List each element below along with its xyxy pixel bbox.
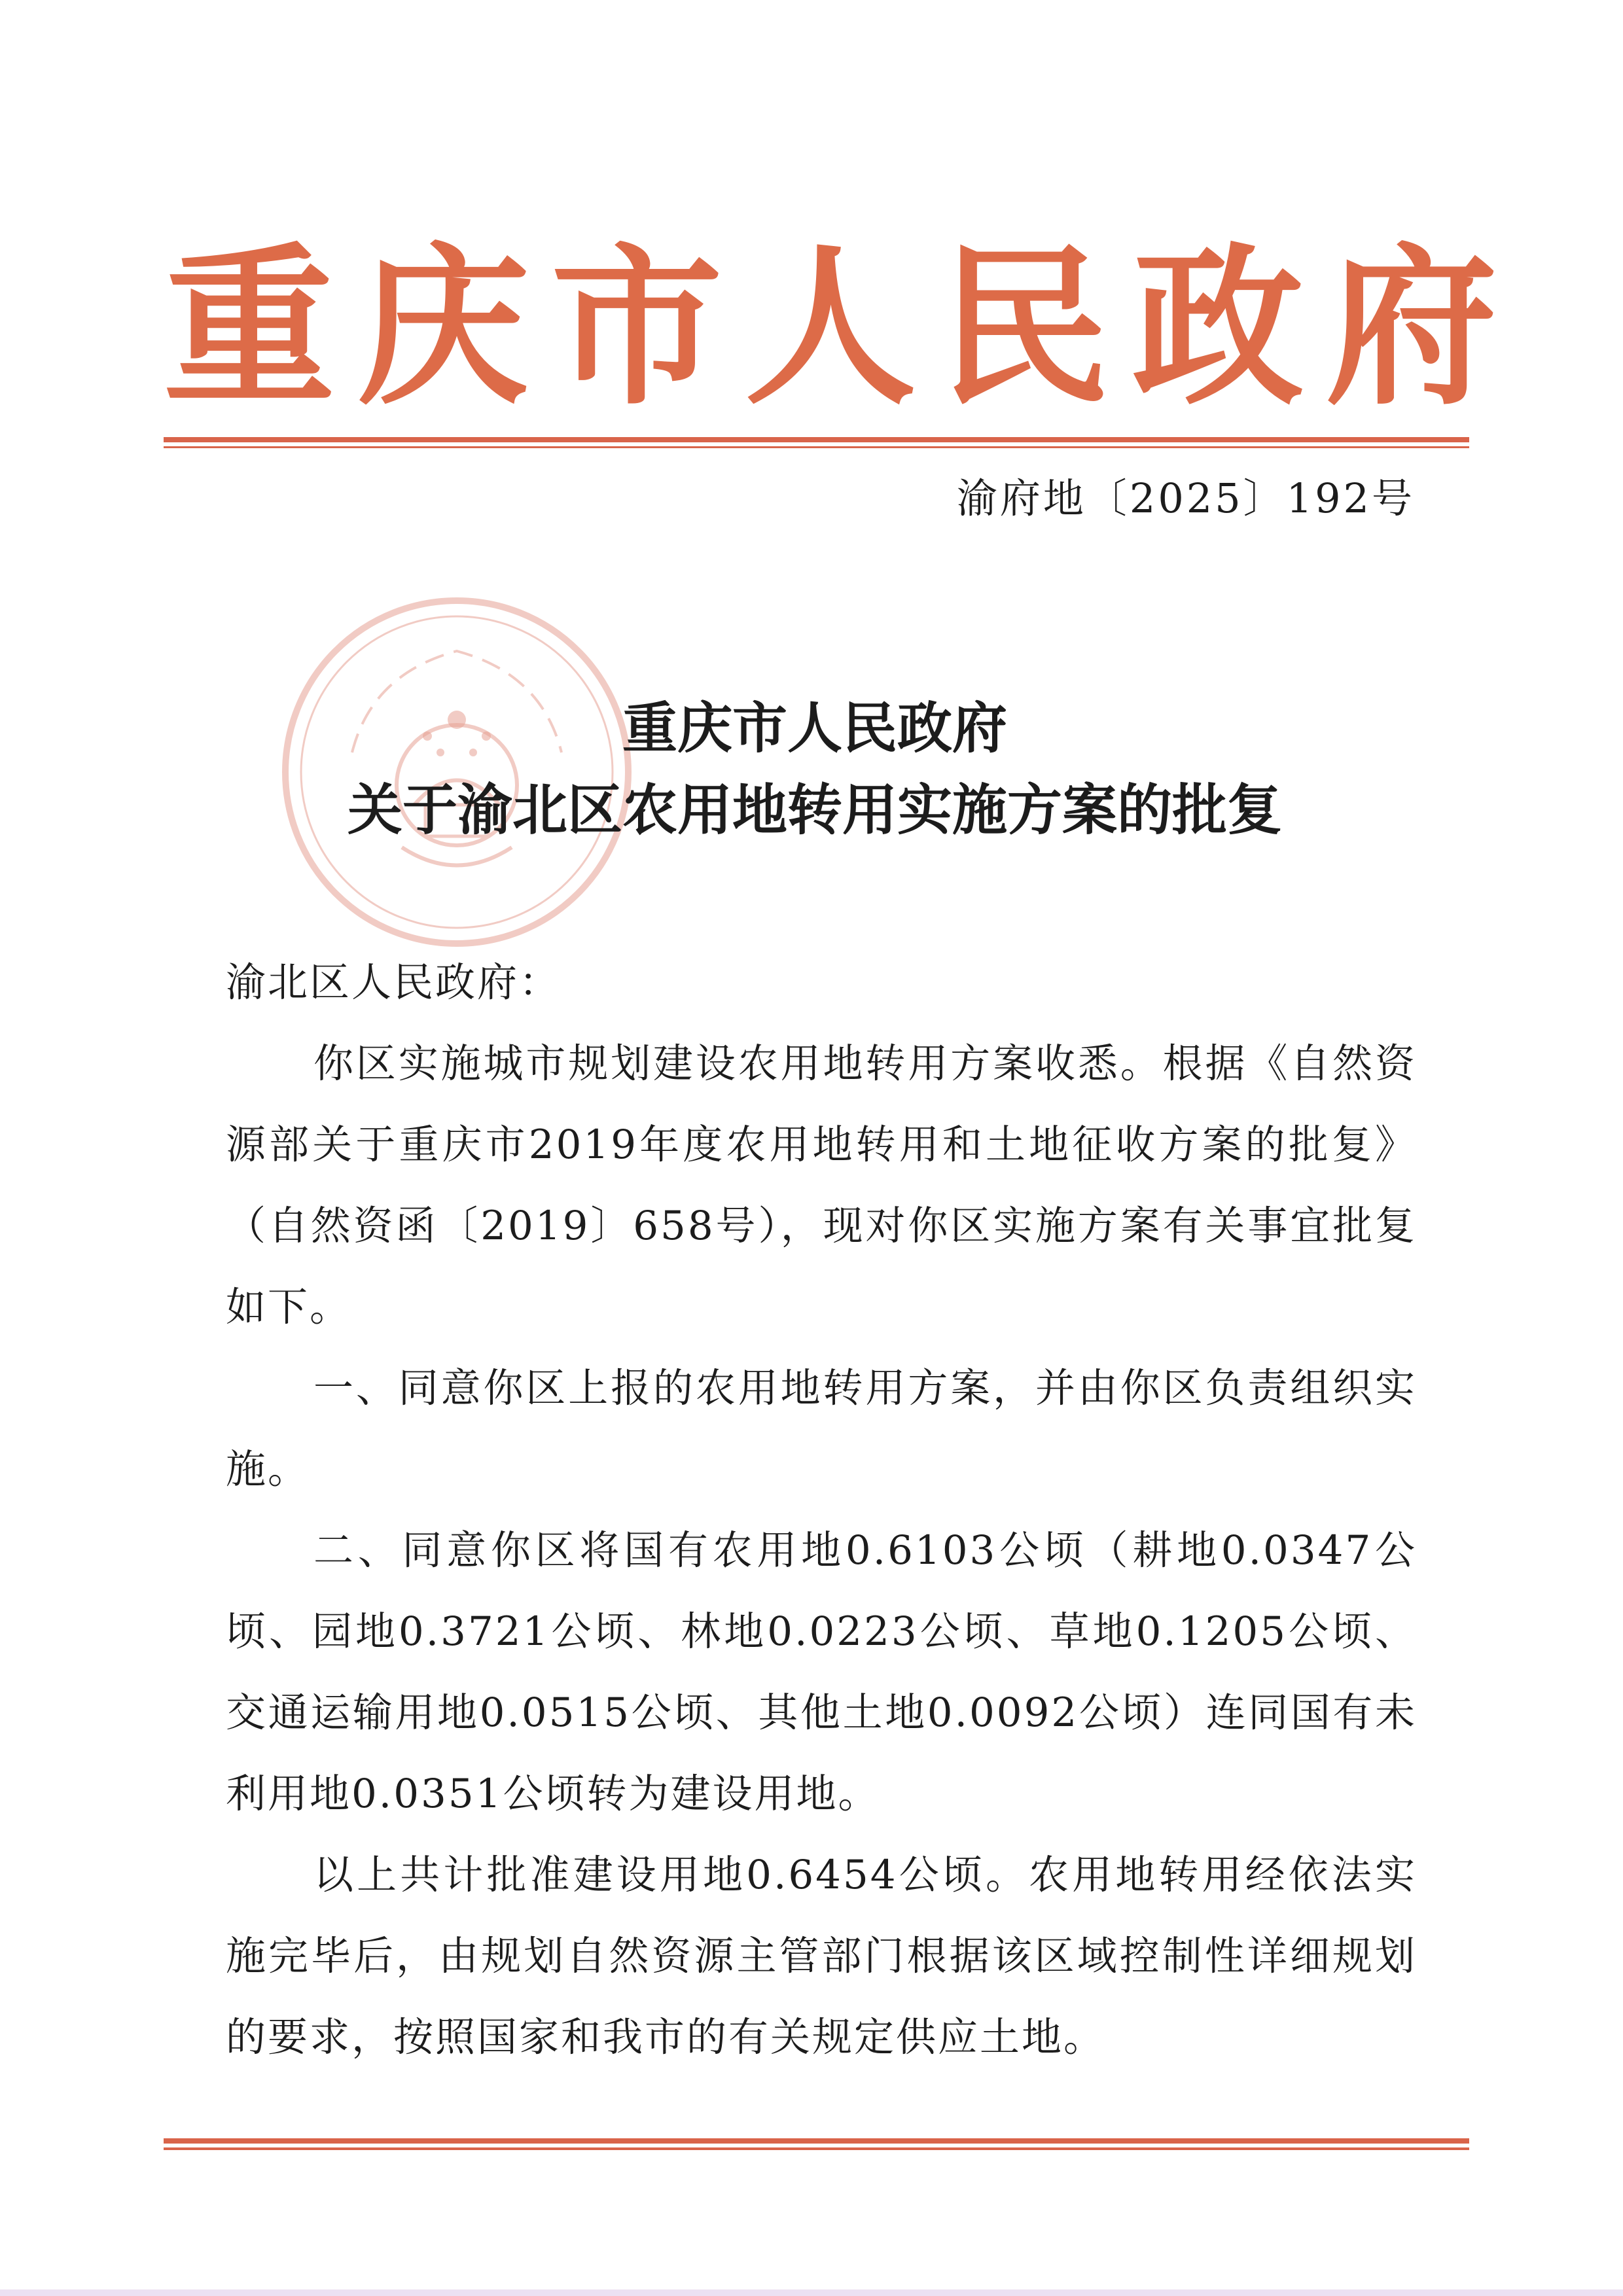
title-line-1: 重庆市人民政府 bbox=[622, 696, 1007, 760]
salutation: 渝北区人民政府： bbox=[226, 959, 562, 1006]
header-rule-thin bbox=[164, 446, 1469, 448]
document-title bbox=[164, 687, 1466, 851]
body-paragraph: 二、同意你区将国有农用地0.6103公顷（耕地0.0347公顷、园地0.3721公顷、林地0.0223公顷、草地0.1205公顷、交通运输用地0.0515公顷、其他土地0.0092公顷）连同国有未利用地0.0351公顷转为建设用地。 bbox=[226, 1527, 1417, 1817]
issuer-banner: 重庆市人民政府 bbox=[164, 226, 1520, 428]
body-paragraph: 你区实施城市规划建设农用地转用方案收悉。根据《自然资源部关于重庆市2019年度农用地转用和土地征收方案的批复》（自然资函〔2019〕658号），现对你区实施方案有关事宜批复如下。 bbox=[226, 1040, 1417, 1330]
document-number: 渝府地〔2025〕192号 bbox=[956, 474, 1415, 522]
footer-rule-thick bbox=[164, 2138, 1469, 2144]
body-paragraph: 一、同意你区上报的农用地转用方案，并由你区负责组织实施。 bbox=[226, 1365, 1417, 1492]
page-bottom-edge bbox=[0, 2289, 1623, 2296]
title-line-2: 关于渝北区农用地转用实施方案的批复 bbox=[347, 777, 1282, 842]
body-paragraph: 以上共计批准建设用地0.6454公顷。农用地转用经依法实施完毕后，由规划自然资源主管部门根据该区域控制性详细规划的要求，按照国家和我市的有关规定供应土地。 bbox=[226, 1852, 1417, 2060]
footer-rule-thin bbox=[164, 2147, 1469, 2150]
document-body bbox=[226, 942, 1417, 2078]
header-rule-thick bbox=[164, 437, 1469, 442]
